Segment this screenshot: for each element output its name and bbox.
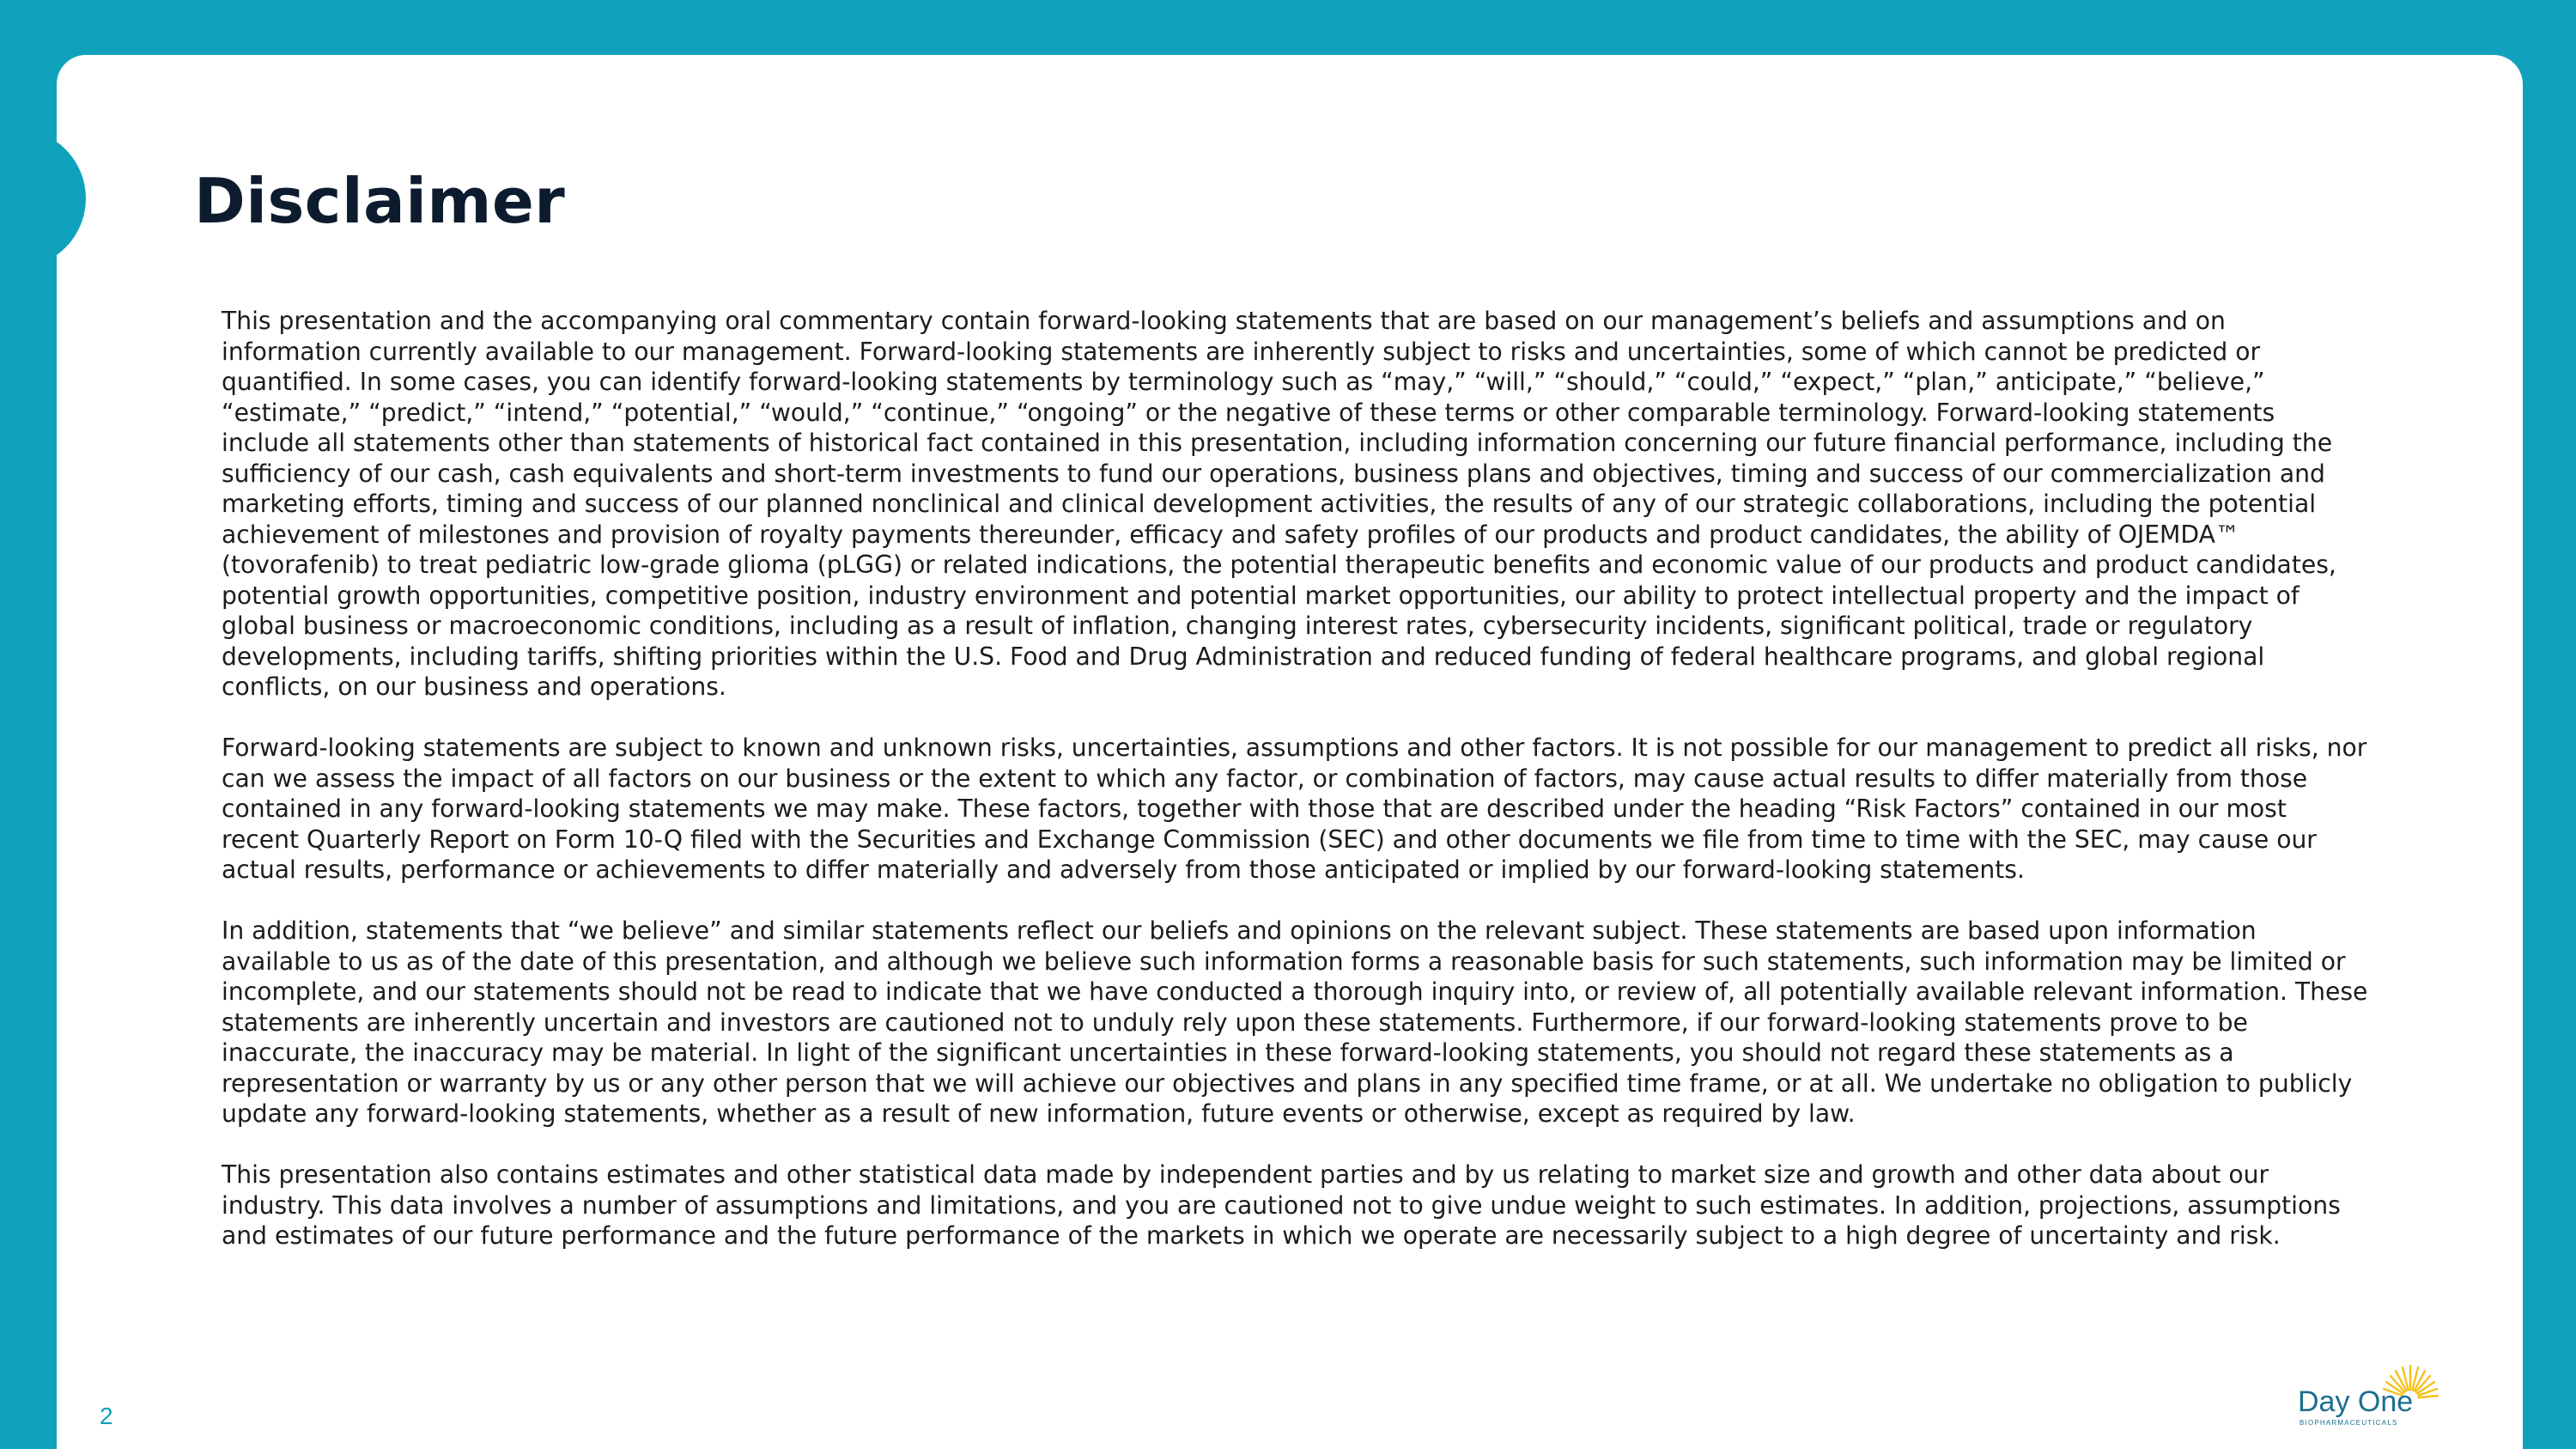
paragraph-risks: Forward-looking statements are subject to known and unknown risks, uncertainties, assumptions and other factors. It is not possible for our management to predict all risks, nor can we assess the impact of all factors on our business or the extent to which any factor, or combination of factors, may cause actual results to differ materially from those contained in any forward-looking statements we may make. These factors, together with those that are described under the heading “Risk Factors” contained in our most recent Quarterly Report on Form 10-Q filed with the Securities and Exchange Commission (SEC) and other documents we file from time to time with the SEC, may cause our actual results, performance or achievements to differ materially and adversely from those anticipated or implied by our forward-looking statements. [222,734,2367,884]
page-number: 2 [100,1403,113,1429]
paragraph-beliefs: In addition, statements that “we believe” and similar statements reflect our beliefs and opinions on the relevant subject. These statements are based upon information available to us as of the date of this presentation, and although we believe such information forms a reasonable basis for such statements, such information may be limited or incomplete, and our statements should not be read to indicate that we have conducted a thorough inquiry into, or review of, all potentially available relevant information. These statements are inherently uncertain and investors are cautioned not to unduly rely upon these statements. Furthermore, if our forward-looking statements prove to be inaccurate, the inaccuracy may be material. In light of the significant uncertainties in these forward-looking statements, you should not regard these statements as a representation or warranty by us or any other person that we will achieve our objectives and plans in any specified time frame, or at all. We undertake no obligation to publicly update any forward-looking statements, whether as a result of new information, future events or otherwise, except as required by law. [222,916,2368,1128]
page-title: Disclaimer [194,165,566,237]
paragraph-estimates: This presentation also contains estimates and other statistical data made by independent parties and by us relating to market size and growth and other data about our industry. This data involves a number of assumptions and limitations, and you are cautioned not to give undue weight to such estimates. In addition, projections, assumptions and estimates of our future performance and the future performance of the markets in which we operate are necessarily subject to a high degree of uncertainty and risk. [222,1160,2341,1250]
logo-name: Day One [2298,1385,2414,1418]
logo-subtitle: BIOPHARMACEUTICALS [2300,1419,2398,1427]
disclaimer-body [222,306,2368,1282]
paragraph-forward-looking: This presentation and the accompanying oral commentary contain forward-looking statements that are based on our management’s beliefs and assumptions and on information currently available to our management. Forward-looking statements are inherently subject to risks and uncertainties, some of which cannot be predicted or quantified. In some cases, you can identify forward-looking statements by terminology such as “may,” “will,” “should,” “could,” “expect,” “plan,” anticipate,” “believe,” “estimate,” “predict,” “intend,” “potential,” “would,” “continue,” “ongoing” or the negative of these terms or other comparable terminology. Forward-looking statements include all statements other than statements of historical fact contained in this presentation, including information concerning our future financial performance, including the sufficiency of our cash, cash equivalents and short-term investments to fund our operations, business plans and objectives, timing and success of our commercialization and marketing efforts, timing and success of our planned nonclinical and clinical development activities, the results of any of our strategic collaborations, including the potential achievement of milestones and provision of royalty payments thereunder, efficacy and safety profiles of our products and product candidates, the ability of OJEMDA™ (tovorafenib) to treat pediatric low-grade glioma (pLGG) or related indications, the potential therapeutic benefits and economic value of our products and product candidates, potential growth opportunities, competitive position, industry environment and potential market opportunities, our ability to protect intellectual property and the impact of global business or macroeconomic conditions, including as a result of inflation, changing interest rates, cybersecurity incidents, significant political, trade or regulatory developments, including tariffs, shifting priorities within the U.S. Food and Drug Administration and reduced funding of federal healthcare programs, and global regional conflicts, on our business and operations. [222,307,2336,701]
company-logo [2298,1362,2444,1431]
